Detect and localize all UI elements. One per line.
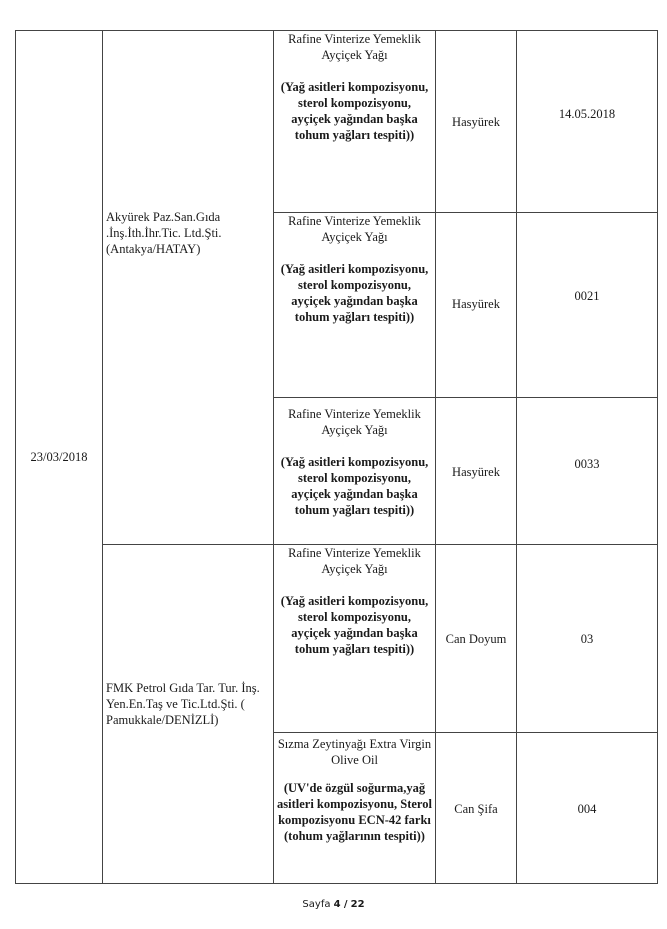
analysis-description: (Yağ asitleri kompozisyonu, sterol kompozisyonu, ayçiçek yağından başka tohum yağları tespiti)) xyxy=(280,594,429,656)
lot-number: 03 xyxy=(580,632,594,646)
page-separator: / xyxy=(343,899,348,910)
brand-cell xyxy=(436,545,517,733)
lot-number: 0021 xyxy=(574,289,600,303)
product-cell xyxy=(274,545,436,733)
brand-name: Hasyürek xyxy=(452,115,500,129)
product-cell xyxy=(274,31,436,213)
product-cell xyxy=(274,398,436,545)
brand-name: Can Şifa xyxy=(454,802,498,816)
lot-cell xyxy=(517,733,658,884)
product-name: Rafine Vinterize Yemeklik Ayçiçek Yağı xyxy=(288,407,421,437)
brand-name: Hasyürek xyxy=(452,297,500,311)
product-name: Sızma Zeytinyağı Extra Virgin Olive Oil xyxy=(277,737,432,767)
inspection-table xyxy=(15,30,658,884)
lot-cell xyxy=(517,31,658,213)
product-cell xyxy=(274,213,436,398)
page-footer xyxy=(0,899,667,910)
current-page-number: 4 xyxy=(333,899,341,910)
analysis-description: (UV'de özgül soğurma,yağ asitleri kompozisyonu, Sterol kompozisyonu ECN-42 farkı (tohum yağlarının tespiti)) xyxy=(277,781,432,843)
analysis-description: (Yağ asitleri kompozisyonu, sterol kompozisyonu, ayçiçek yağından başka tohum yağları tespiti)) xyxy=(280,455,429,517)
product-name: Rafine Vinterize Yemeklik Ayçiçek Yağı xyxy=(288,214,421,244)
total-pages-number: 22 xyxy=(350,899,365,910)
date-cell xyxy=(16,31,103,884)
analysis-description: (Yağ asitleri kompozisyonu, sterol kompozisyonu, ayçiçek yağından başka tohum yağları tespiti)) xyxy=(280,262,429,324)
company-cell xyxy=(103,545,274,884)
brand-cell xyxy=(436,398,517,545)
lot-cell xyxy=(517,213,658,398)
page-label: Sayfa xyxy=(302,899,331,910)
product-name: Rafine Vinterize Yemeklik Ayçiçek Yağı xyxy=(288,32,421,62)
table-row xyxy=(16,31,658,213)
lot-cell xyxy=(517,545,658,733)
brand-cell xyxy=(436,31,517,213)
product-name: Rafine Vinterize Yemeklik Ayçiçek Yağı xyxy=(288,546,421,576)
brand-name: Hasyürek xyxy=(452,465,500,479)
lot-number: 0033 xyxy=(574,457,600,471)
lot-number: 004 xyxy=(577,802,597,816)
brand-name: Can Doyum xyxy=(445,632,507,646)
inspection-date: 23/03/2018 xyxy=(30,450,88,464)
product-cell xyxy=(274,733,436,884)
table-row xyxy=(16,545,658,733)
company-name: Akyürek Paz.San.Gıda .İnş.İth.İhr.Tic. Ltd.Şti. (Antakya/HATAY) xyxy=(106,209,222,256)
brand-cell xyxy=(436,733,517,884)
brand-cell xyxy=(436,213,517,398)
lot-number: 14.05.2018 xyxy=(558,107,616,121)
company-name: FMK Petrol Gıda Tar. Tur. İnş. Yen.En.Taş ve Tic.Ltd.Şti. ( Pamukkale/DENİZLİ) xyxy=(106,681,260,727)
analysis-description: (Yağ asitleri kompozisyonu, sterol kompozisyonu, ayçiçek yağından başka tohum yağları tespiti)) xyxy=(280,80,429,142)
lot-cell xyxy=(517,398,658,545)
company-cell xyxy=(103,31,274,545)
